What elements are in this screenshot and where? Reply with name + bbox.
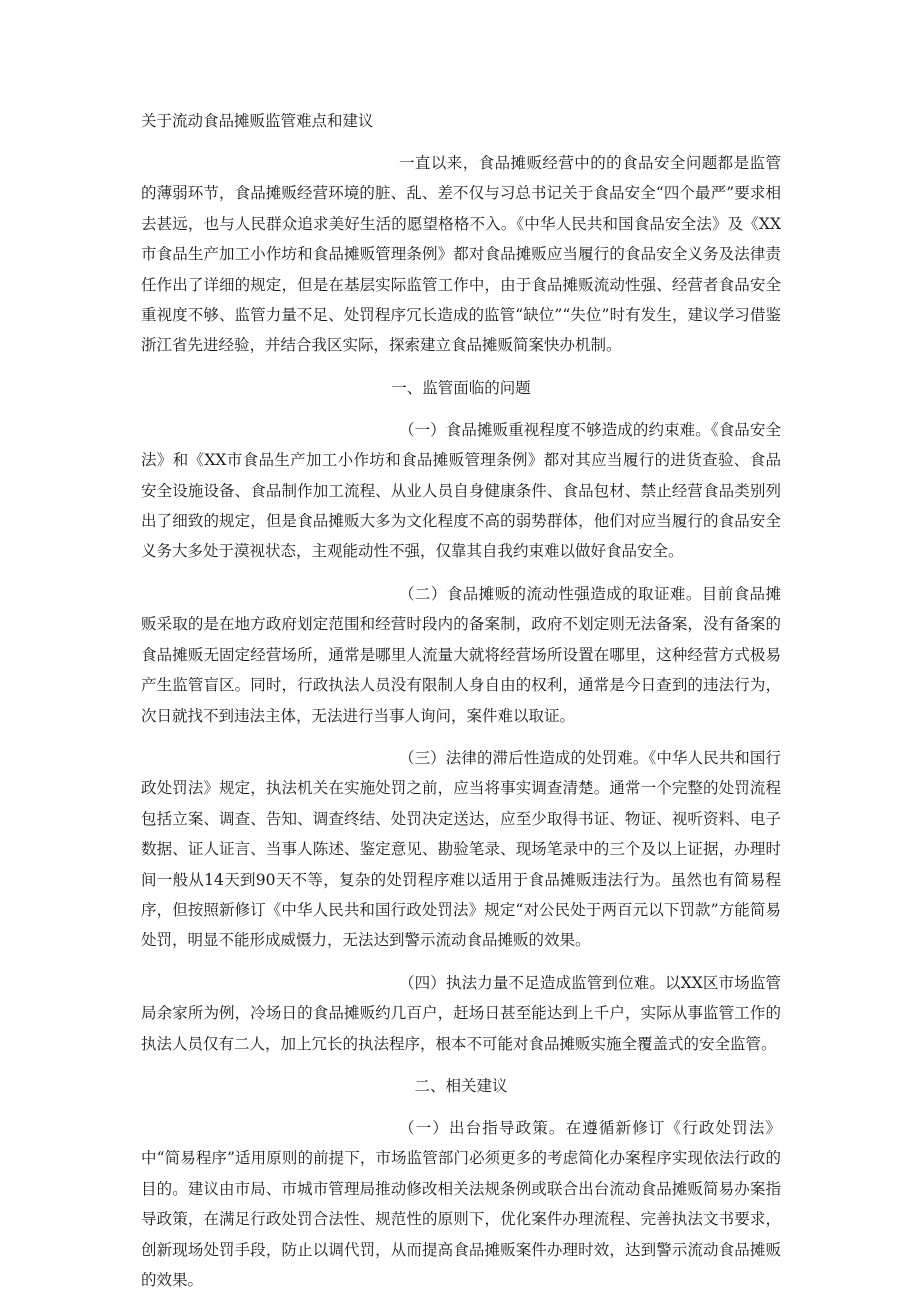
problem-paragraph-2: （二）食品摊贩的流动性强造成的取证难。目前食品摊贩采取的是在地方政府划定范围和经营时段内的备案制，政府不划定则无法备案，没有备案的食品摊贩无固定经营场所，通常是哪里人流量大就将经营场所设置在哪里，这种经营方式极易产生监管盲区。同时，行政执法人员没有限制人身自由的权利，通常是今日查到的违法行为，次日就找不到违法主体，无法进行当事人询问，案件难以取证。 <box>141 584 781 725</box>
problem-paragraph-1: （一）食品摊贩重视程度不够造成的约束难。《食品安全法》和《XX市食品生产加工小作坊和食品摊贩管理条例》都对其应当履行的进货查验、食品安全设施设备、食品制作加工流程、从业人员自身健康条件、食品包材、禁止经营食品类别列出了细致的规定，但是食品摊贩大多为文化程度不高的弱势群体，他们对应当履行的食品安全义务大多处于漠视状态，主观能动性不强，仅靠其自我约束难以做好食品安全。 <box>141 420 781 561</box>
suggestion-paragraph-1: （一）出台指导政策。在遵循新修订《行政处罚法》中“简易程序”适用原则的前提下，市场监管部门必须更多的考虑简化办案程序实现依法行政的目的。建议由市局、市城市管理局推动修改相关法规条例或联合出台流动食品摊贩简易办案指导政策，在满足行政处罚合法性、规范性的原则下，优化案件办理流程、完善执法文书要求，创新现场处罚手段，防止以调代罚，从而提高食品摊贩案件办理时效，达到警示流动食品摊贩的效果。 <box>141 1118 781 1289</box>
problem-paragraph-4: （四）执法力量不足造成监管到位难。以XX区市场监管局余家所为例，冷场日的食品摊贩约几百户，赶场日甚至能达到上千户，实际从事监管工作的执法人员仅有二人，加上冗长的执法程序，根本不可能对食品摊贩实施全覆盖式的安全监管。 <box>141 973 781 1053</box>
document-page <box>141 106 781 1295</box>
section-heading-problems: 一、监管面临的问题 <box>391 378 531 397</box>
section-heading-suggestions: 二、相关建议 <box>414 1076 508 1095</box>
problem-paragraph-3: （三）法律的滞后性造成的处罚难。《中华人民共和国行政处罚法》规定，执法机关在实施处罚之前，应当将事实调查清楚。通常一个完整的处罚流程包括立案、调查、告知、调查终结、处罚决定送达，应至少取得书证、物证、视听资料、电子数据、证人证言、当事人陈述、鉴定意见、勘验笔录、现场笔录中的三个及以上证据，办理时间一般从14天到90天不等，复杂的处罚程序难以适用于食品摊贩违法行为。虽然也有简易程序，但按照新修订《中华人民共和国行政处罚法》规定“对公民处于两百元以下罚款”方能简易处罚，明显不能形成威慑力，无法达到警示流动食品摊贩的效果。 <box>141 748 781 950</box>
intro-paragraph: 一直以来，食品摊贩经营中的的食品安全问题都是监管的薄弱环节，食品摊贩经营环境的脏、乱、差不仅与习总书记关于食品安全“四个最严”要求相去甚远，也与人民群众追求美好生活的愿望格格不入。《中华人民共和国食品安全法》及《XX市食品生产加工小作坊和食品摊贩管理条例》都对食品摊贩应当履行的食品安全义务及法律责任作出了详细的规定，但是在基层实际监管工作中，由于食品摊贩流动性强、经营者食品安全重视度不够、监管力量不足、处罚程序冗长造成的监管“缺位”“失位”时有发生，建议学习借鉴浙江省先进经验，并结合我区实际，探索建立食品摊贩简案快办机制。 <box>141 154 781 355</box>
document-title: 关于流动食品摊贩监管难点和建议 <box>141 112 374 130</box>
